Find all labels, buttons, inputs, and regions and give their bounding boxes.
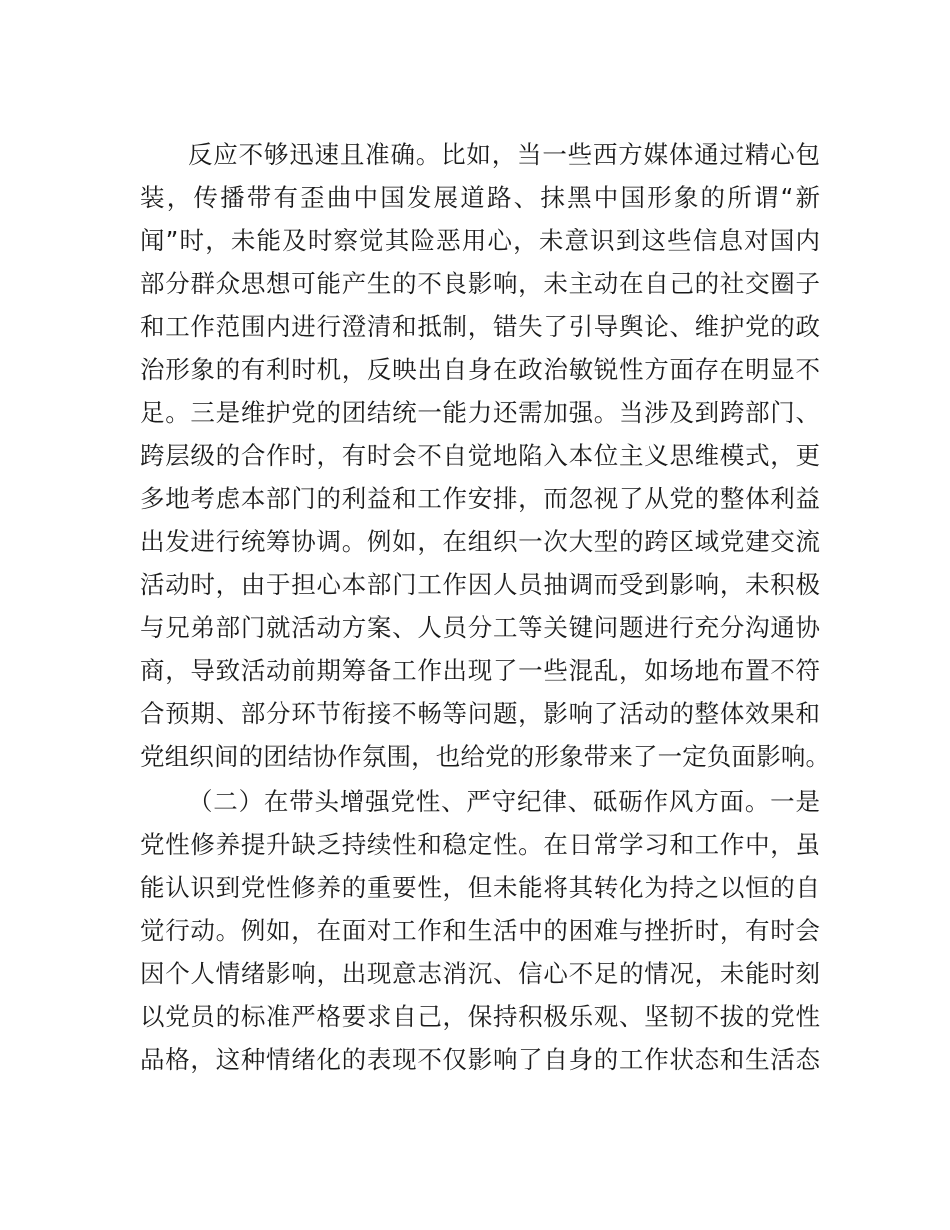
paragraph-1-line-14: 合预期、部分环节衔接不畅等问题，影响了活动的整体效果和 xyxy=(140,699,820,728)
paragraph-2-line-1: （二）在带头增强党性、严守纪律、砥砺作风方面。一是 xyxy=(188,787,820,816)
paragraph-2-line-3: 能认识到党性修养的重要性，但未能将其转化为持之以恒的自 xyxy=(140,873,820,902)
paragraph-1-line-12: 与兄弟部门就活动方案、人员分工等关键问题进行充分沟通协 xyxy=(140,613,820,642)
paragraph-1-line-8: 跨层级的合作时，有时会不自觉地陷入本位主义思维模式，更 xyxy=(140,441,820,470)
paragraph-1-line-4: 部分群众思想可能产生的不良影响，未主动在自己的社交圈子 xyxy=(140,269,820,298)
paragraph-2-line-7: 品格，这种情绪化的表现不仅影响了自身的工作状态和生活态 xyxy=(140,1045,820,1074)
paragraph-2-line-5: 因个人情绪影响，出现意志消沉、信心不足的情况，未能时刻 xyxy=(140,959,820,988)
paragraph-2-line-2: 党性修养提升缺乏持续性和稳定性。在日常学习和工作中，虽 xyxy=(140,830,820,859)
paragraph-1-line-7: 足。三是维护党的团结统一能力还需加强。当涉及到跨部门、 xyxy=(140,398,820,427)
paragraph-1-line-13: 商，导致活动前期筹备工作出现了一些混乱，如场地布置不符 xyxy=(140,656,820,685)
paragraph-1-line-11: 活动时，由于担心本部门工作因人员抽调而受到影响，未积极 xyxy=(140,570,820,599)
paragraph-1-line-10: 出发进行统筹协调。例如，在组织一次大型的跨区域党建交流 xyxy=(140,527,820,556)
paragraph-1-line-3: 闻”时，未能及时察觉其险恶用心，未意识到这些信息对国内 xyxy=(140,226,820,255)
paragraph-2-line-4: 觉行动。例如，在面对工作和生活中的困难与挫折时，有时会 xyxy=(140,916,820,945)
paragraph-1-line-2: 装，传播带有歪曲中国发展道路、抹黑中国形象的所谓“新 xyxy=(140,183,820,212)
paragraph-1-line-9: 多地考虑本部门的利益和工作安排，而忽视了从党的整体利益 xyxy=(140,484,820,513)
paragraph-2-line-6: 以党员的标准严格要求自己，保持积极乐观、坚韧不拔的党性 xyxy=(140,1002,820,1031)
paragraph-1-line-5: 和工作范围内进行澄清和抵制，错失了引导舆论、维护党的政 xyxy=(140,312,820,341)
paragraph-1-line-6: 治形象的有利时机，反映出自身在政治敏锐性方面存在明显不 xyxy=(140,355,820,384)
paragraph-1-line-15: 党组织间的团结协作氛围，也给党的形象带来了一定负面影响。 xyxy=(140,742,830,771)
paragraph-1-line-1: 反应不够迅速且准确。比如，当一些西方媒体通过精心包 xyxy=(188,140,820,169)
